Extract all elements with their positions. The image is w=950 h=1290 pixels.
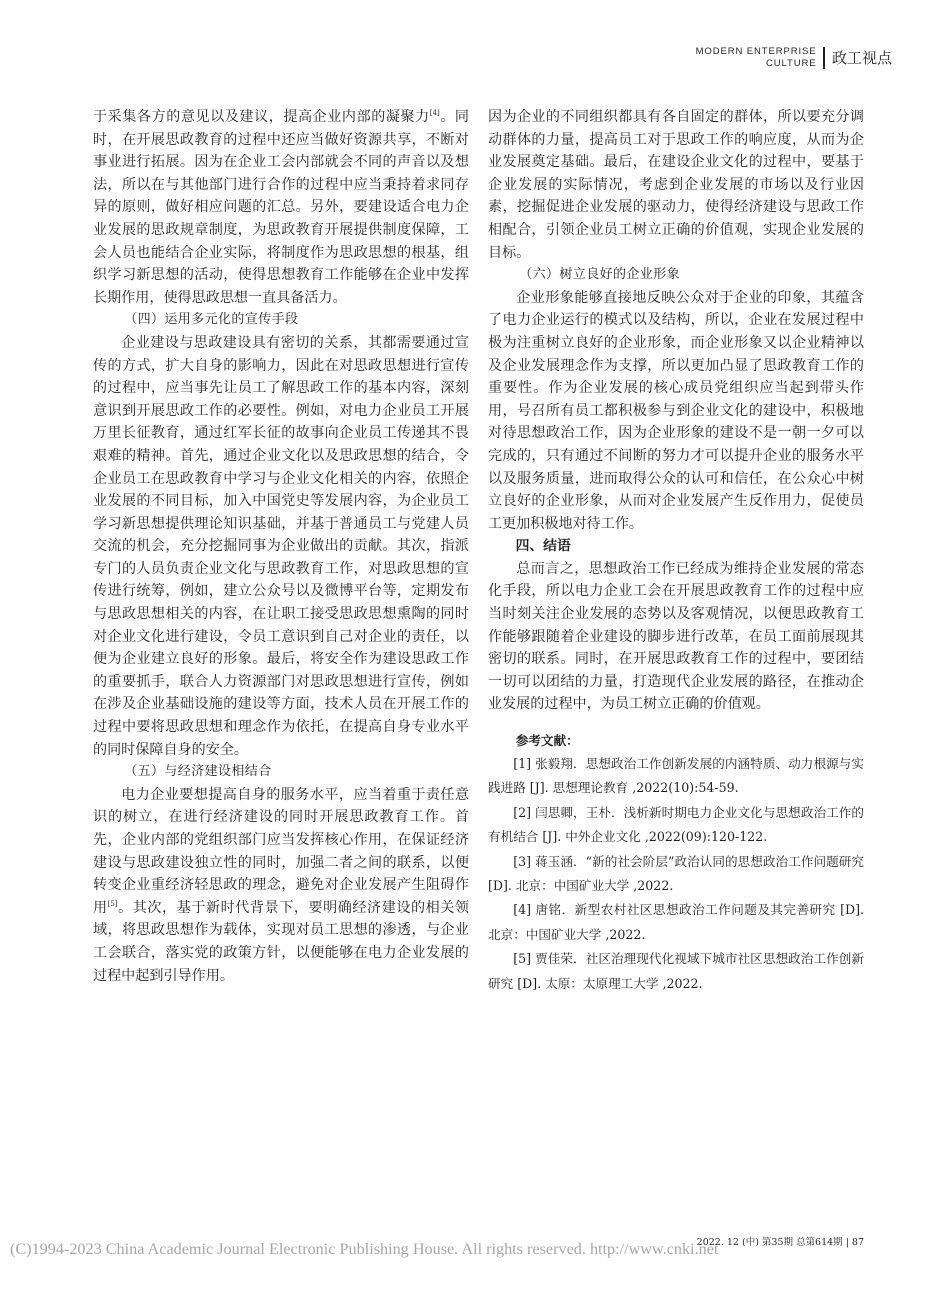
text-run: 。其次，基于新时代背景下，要明确经济建设的相关领域，将思政思想作为载体，实现对员工思想的渗透，与企业工会联合，落实党的政策方针，以便能够在电力企业发展的过程中起到引导作用。 — [93, 899, 470, 984]
citation-marker: [4] — [429, 109, 440, 117]
page-info: 2022. 12 (中) 第35期 总第614期 | 87 — [696, 1237, 864, 1248]
journal-name-line1: MODERN ENTERPRISE — [695, 46, 817, 57]
paragraph — [93, 784, 469, 987]
reference-item: [4] 唐铭．新型农村社区思想政治工作问题及其完善研究 [D]. 北京：中国矿业大学 ,2022. — [488, 902, 864, 942]
running-header — [696, 46, 892, 70]
left-column — [93, 106, 469, 987]
section-heading: 四、结语 — [515, 538, 571, 555]
reference-item: [5] 贾佳荣．社区治理现代化视域下城市社区思想政治工作创新研究 [D]. 太原：太原理工大学 ,2022. — [488, 951, 864, 991]
right-column — [488, 106, 864, 996]
paragraph — [488, 558, 864, 716]
subsection-heading: （六）树立良好的企业形象 — [519, 267, 680, 283]
text-run: 。同时，在开展思政教育的过程中还应当做好资源共享，不断对事业进行拓展。因为在企业工会内部就会不同的声音以及想法，所以在与其他部门进行合作的过程中应当秉持着求同存异的原则，做好相应问题的汇总。另外，要建设适合电力企业发展的思政规章制度，为思政教育开展提供制度保障，工会人员也能结合企业实际，将制度作为思政思想的根基，组织学习新思想的活动，使得思想教育工作能够在企业中发挥长期作用，使得思政思想一直具备活力。 — [93, 109, 470, 306]
subsection-heading: （四）运用多元化的宣传手段 — [124, 312, 299, 328]
subsection-heading: （五）与经济建设相结合 — [124, 764, 272, 780]
text-run: 企业形象能够直接地反映公众对于企业的印象，其蕴含了电力企业运行的模式以及结构，所以，企业在发展过程中极为注重树立良好的企业形象，而企业形象又以企业精神以及企业发展理念作为支撑，所以更加凸显了思政教育工作的重要性。作为企业发展的核心成员党组织应当起到带头作用，号召所有员工都积极参与到企业文化的建设中，积极地对待思想政治工作，因为企业形象的建设不是一朝一夕可以完成的，只有通过不间断的努力才可以提升企业的服务水平以及服务质量，进而取得公众的认可和信任，在公众心中树立良好的企业形象，从而对企业发展产生反作用力，促使员工更加积极地对待工作。 — [488, 289, 864, 532]
journal-name-english — [696, 46, 824, 70]
references-heading: 参考文献： — [515, 733, 579, 749]
paragraph — [93, 106, 469, 309]
text-run: 因为企业的不同组织都具有各自固定的群体，所以要充分调动群体的力量，提高员工对于思政工作的响应度，从而为企业发展奠定基础。最后，在建设企业文化的过程中，要基于企业发展的实际情况，考虑到企业发展的市场以及行业因素，挖掘促进企业发展的驱动力，使得经济建设与思政工作相配合，引领企业员工树立正确的价值观，实现企业发展的目标。 — [488, 109, 864, 261]
section-label: 政工视点 — [831, 49, 892, 67]
reference-item: [2] 闫思卿，王朴．浅析新时期电力企业文化与思想政治工作的有机结合 [J]. 中外企业文化 ,2022(09):120-122. — [488, 804, 864, 845]
paragraph — [488, 287, 864, 536]
copyright-watermark: (C)1994-2023 China Academic Journal Electronic Publishing House. All rights reserved. http://www.cnki.net — [10, 1240, 719, 1258]
references-list — [488, 752, 864, 996]
paragraph — [93, 332, 469, 761]
reference-item: [3] 蒋玉涵．“新的社会阶层”政治认同的思想政治工作问题研究 [D]. 北京：中国矿业大学 ,2022. — [488, 853, 864, 894]
right-column-body — [488, 106, 864, 716]
journal-name-line2: CULTURE — [766, 58, 817, 69]
text-run: 总而言之，思想政治工作已经成为维持企业发展的常态化手段，所以电力企业工会在开展思政教育工作的过程中应当时刻关注企业发展的态势以及客观情况，以便思政教育工作能够跟随着企业建设的脚步进行改革，在员工面前展现其密切的联系。同时，在开展思政教育工作的过程中，要团结一切可以团结的力量，打造现代企业发展的路径，在推动企业发展的过程中，为员工树立正确的价值观。 — [488, 560, 864, 713]
text-run: 企业建设与思政建设具有密切的关系，其都需要通过宣传的方式，扩大自身的影响力，因此在对思政思想进行宣传的过程中，应当事先让员工了解思政工作的基本内容，深刻意识到开展思政工作的必要性。例如，对电力企业员工开展万里长征教育，通过红军长征的故事向企业员工传递其不畏艰难的精神。首先，通过企业文化以及思政思想的结合，令企业员工在思政教育中学习与企业文化相关的内容，依照企业发展的不同目标，加入中国党史等发展内容，为企业员工学习新思想提供理论知识基础，并基于普通员工与党建人员交流的机会，充分挖掘同事为企业做出的贡献。其次，指派专门的人员负责企业文化与思政教育工作，对思政思想的宣传进行统筹，例如，建立公众号以及微博平台等，定期发布与思政思想相关的内容，在让职工接受思政思想熏陶的同时对企业文化进行建设，令员工意识到自己对企业的责任，以便为企业建立良好的形象。最后，将安全作为建设思政工作的重要抓手，联合人力资源部门对思政思想进行宣传，例如在涉及企业基础设施的建设等方面，技术人员在开展工作的过程中要将思政思想和理念作为依托，在提高自身专业水平的同时保障自身的安全。 — [93, 334, 469, 758]
paragraph — [488, 106, 864, 264]
reference-item: [1] 张毅翔．思想政治工作创新发展的内涵特质、动力根源与实践进路 [J]. 思想理论教育 ,2022(10):54-59. — [488, 756, 864, 796]
citation-marker: [5] — [107, 899, 118, 908]
page-footer — [0, 1232, 950, 1262]
text-run: 电力企业要想提高自身的服务水平，应当着重于责任意识的树立，在进行经济建设的同时开展思政教育工作。首先，企业内部的党组织部门应当发挥核心作用，在保证经济建设与思政建设独立性的同时，加强二者之间的联系，以便转变企业重经济轻思政的理念，避免对企业发展产生阻碍作用 — [93, 786, 469, 916]
text-run: 于采集各方的意见以及建议，提高企业内部的凝聚力 — [93, 109, 430, 125]
